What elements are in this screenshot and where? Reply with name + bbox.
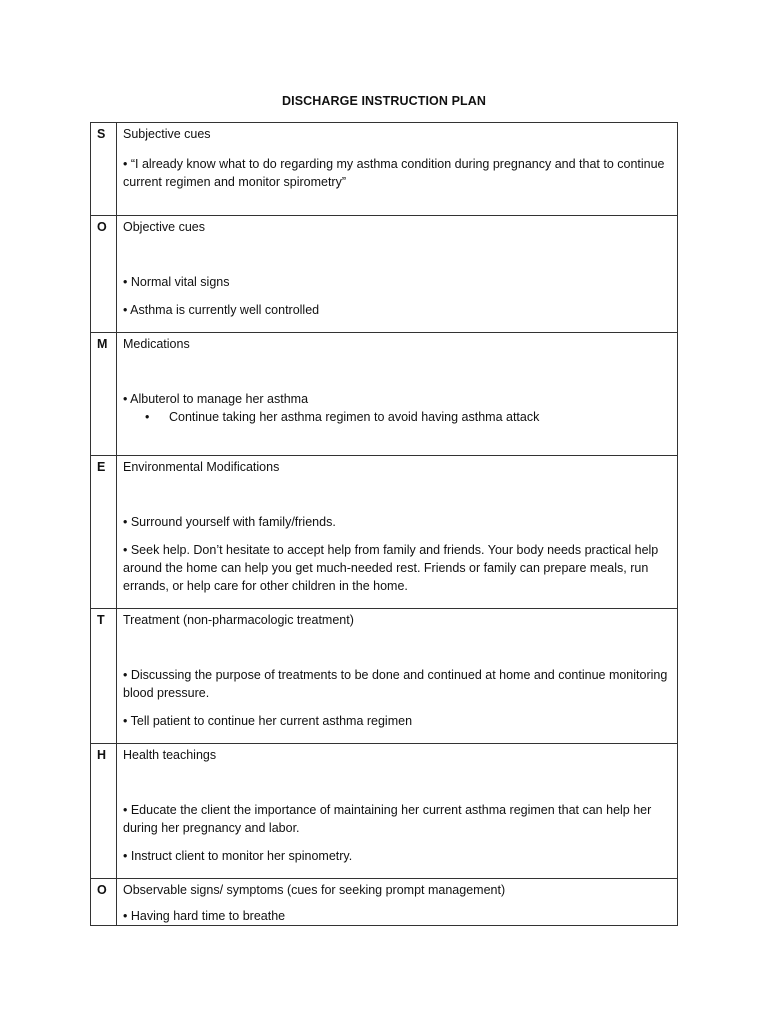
- table-row: [91, 216, 678, 333]
- row-letter: O: [91, 216, 117, 333]
- row-content: [117, 609, 678, 744]
- sub-list-item: [123, 408, 671, 426]
- table-row: [91, 879, 678, 926]
- row-letter: S: [91, 123, 117, 216]
- row-heading: Observable signs/ symptoms (cues for seeking prompt management): [123, 883, 506, 897]
- list-item: • Seek help. Don’t hesitate to accept help from family and friends. Your body needs practical help around the home can help you get much-needed rest. Friends or family can prepare meals, run errands, or help care for other children in the home.: [123, 543, 659, 593]
- list-item: • Albuterol to manage her asthma: [123, 392, 309, 406]
- bullet-mark: •: [145, 410, 150, 424]
- row-heading: Objective cues: [123, 220, 205, 234]
- row-heading: Health teachings: [123, 748, 217, 762]
- table-row: [91, 744, 678, 879]
- row-content: [117, 123, 678, 216]
- page-title: DISCHARGE INSTRUCTION PLAN: [282, 94, 486, 108]
- list-item: • Asthma is currently well controlled: [123, 303, 320, 317]
- table-row: [91, 123, 678, 216]
- row-content: [117, 456, 678, 609]
- row-letter: T: [91, 609, 117, 744]
- discharge-plan-table: [90, 122, 678, 926]
- table-row: [91, 609, 678, 744]
- row-letter: O: [91, 879, 117, 926]
- list-item: • Tell patient to continue her current asthma regimen: [123, 714, 413, 728]
- row-content: [117, 216, 678, 333]
- row-content: [117, 333, 678, 456]
- list-item: • Having hard time to breathe: [123, 909, 286, 923]
- list-item: • Normal vital signs: [123, 275, 230, 289]
- row-letter: M: [91, 333, 117, 456]
- row-heading: Subjective cues: [123, 127, 211, 141]
- row-heading: Medications: [123, 337, 190, 351]
- row-heading: Treatment (non-pharmacologic treatment): [123, 613, 354, 627]
- table-row: [91, 333, 678, 456]
- list-item: • “I already know what to do regarding my asthma condition during pregnancy and that to continue current regimen and monitor spirometry”: [123, 157, 665, 189]
- sub-list-item-text: Continue taking her asthma regimen to avoid having asthma attack: [169, 410, 540, 424]
- table-row: [91, 456, 678, 609]
- list-item: • Instruct client to monitor her spinometry.: [123, 849, 353, 863]
- list-item: • Educate the client the importance of maintaining her current asthma regimen that can help her during her pregnancy and labor.: [123, 803, 652, 835]
- list-item: • Surround yourself with family/friends.: [123, 515, 336, 529]
- row-content: [117, 879, 678, 926]
- row-letter: H: [91, 744, 117, 879]
- row-letter: E: [91, 456, 117, 609]
- row-content: [117, 744, 678, 879]
- row-heading: Environmental Modifications: [123, 460, 280, 474]
- list-item: • Discussing the purpose of treatments to be done and continued at home and continue monitoring blood pressure.: [123, 668, 668, 700]
